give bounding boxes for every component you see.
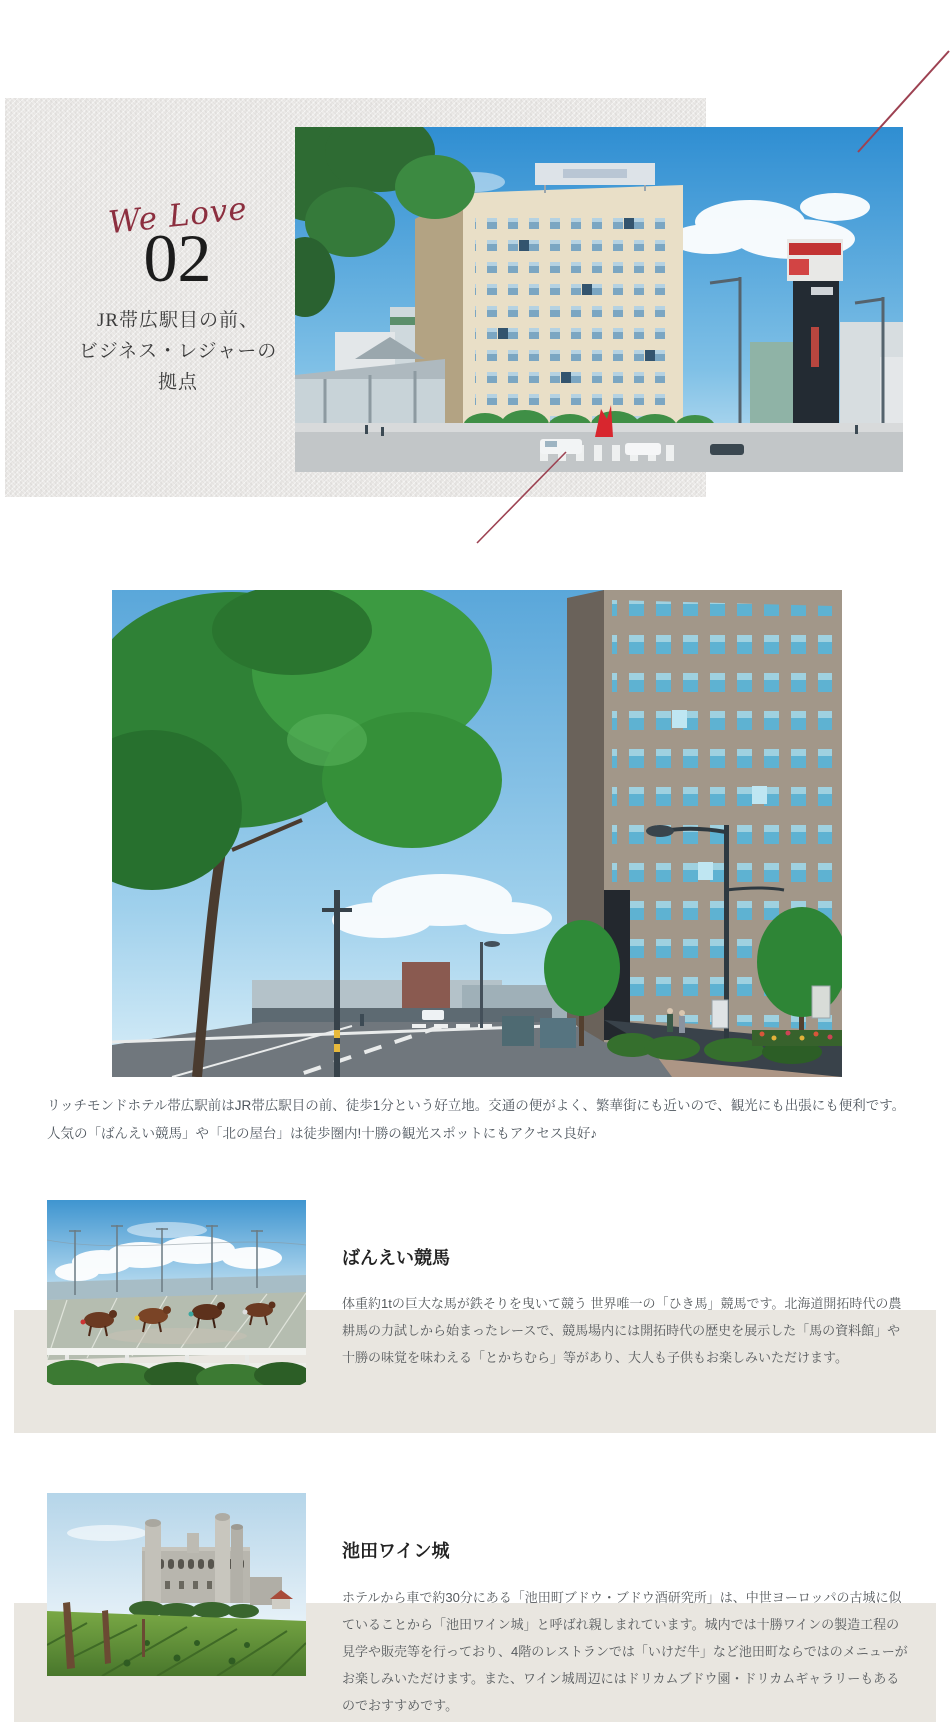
diagonal-accent-line-top <box>850 50 950 156</box>
section-heading-line1: JR帯広駅目の前、 <box>96 310 260 331</box>
hotel-street-photo <box>112 590 842 1077</box>
ikeda-wine-castle-photo <box>47 1493 306 1676</box>
flower-bed <box>752 1030 842 1046</box>
banei-horse-racing-photo <box>47 1200 306 1385</box>
diagonal-accent-line-middle <box>472 447 572 549</box>
station-front-hotel-photo <box>295 127 903 472</box>
section-heading <box>38 305 318 398</box>
intro-paragraph <box>47 1092 927 1148</box>
spot1-description: 体重約1tの巨大な馬が鉄そりを曳いて競う 世界唯一の「ひき馬」競馬です。北海道開拓時代の農耕馬の力試しから始まったレースで、競馬場内には開拓時代の歴史を展示した「馬の資料館」や 十勝の味覚を味わえる「とかちむら」等があり、大人も子供もお楽しみいただけます。 <box>342 1296 902 1365</box>
spot1-title: ばんえい競馬 <box>342 1248 450 1268</box>
we-love-script-text: We Love <box>106 190 250 242</box>
banei-racing-illustration <box>47 1200 306 1385</box>
distant-car <box>422 1010 444 1020</box>
spot2-description: ホテルから車で約30分にある「池田町ブドウ・ブドウ酒研究所」は、中世ヨーロッパの古城に似ていることから「池田ワイン城」と呼ばれ親しまれています。城内では十勝ワインの製造工程の見学や販売等を行っており、4階のレストランでは「いけだ牛」など池田町ならではのメニューがお楽しみいただけます。また、ワイン城周辺にはドリカムブドウ園・ドリカムギャラリーもあるのでおすすめです。 <box>342 1590 908 1713</box>
track-dust <box>107 1328 247 1344</box>
section-number: 02 <box>143 220 212 296</box>
spot2-title: 池田ワイン城 <box>342 1541 450 1561</box>
section-heading-line3: 拠点 <box>157 372 198 393</box>
hotel-street-illustration <box>112 590 842 1077</box>
cloud <box>67 1525 147 1541</box>
intro-line2: 人気の「ばんえい競馬」や「北の屋台」は徒歩圏内!十勝の観光スポットにもアクセス良好♪ <box>47 1126 598 1141</box>
station-front-hotel-illustration <box>295 127 903 472</box>
wine-castle-illustration <box>47 1493 306 1676</box>
section-heading-line2: ビジネス・レジャーの <box>78 341 278 362</box>
intro-line1: リッチモンドホテル帯広駅前はJR帯広駅目の前、徒歩1分という好立地。交通の便がよく、繁華街にも近いので、観光にも出張にも便利です。 <box>47 1098 906 1113</box>
